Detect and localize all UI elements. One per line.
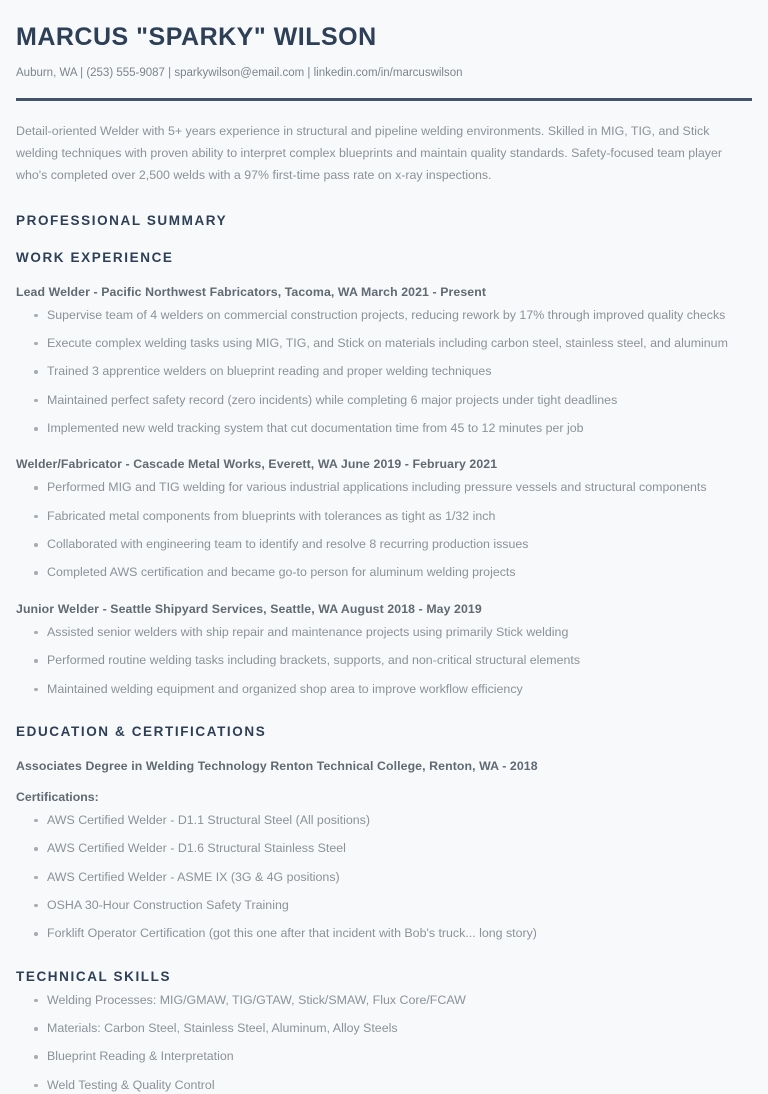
list-item: Supervise team of 4 welders on commercial construction projects, reducing rework by 17% through improved quality checks xyxy=(16,307,752,324)
list-item: Assisted senior welders with ship repair and maintenance projects using primarily Stick welding xyxy=(16,624,752,641)
job-bullets xyxy=(16,479,752,581)
certifications-label: Certifications: xyxy=(16,789,99,804)
list-item: Blueprint Reading & Interpretation xyxy=(16,1048,752,1065)
list-item: Collaborated with engineering team to identify and resolve 8 recurring production issues xyxy=(16,536,752,553)
list-item: Fabricated metal components from blueprints with tolerances as tight as 1/32 inch xyxy=(16,508,752,525)
list-item: AWS Certified Welder - ASME IX (3G & 4G positions) xyxy=(16,869,752,886)
list-item: Maintained welding equipment and organized shop area to improve workflow efficiency xyxy=(16,681,752,698)
list-item: Weld Testing & Quality Control xyxy=(16,1077,752,1094)
skills-list xyxy=(16,992,752,1094)
section-heading-professional-summary: PROFESSIONAL SUMMARY xyxy=(16,212,228,228)
section-heading-technical-skills: TECHNICAL SKILLS xyxy=(16,968,172,984)
list-item: AWS Certified Welder - D1.6 Structural Stainless Steel xyxy=(16,840,752,857)
job-title: Junior Welder - Seattle Shipyard Services, Seattle, WA August 2018 - May 2019 xyxy=(16,601,482,616)
list-item: Materials: Carbon Steel, Stainless Steel, Aluminum, Alloy Steels xyxy=(16,1020,752,1037)
list-item: Completed AWS certification and became go-to person for aluminum welding projects xyxy=(16,564,752,581)
degree-line: Associates Degree in Welding Technology Renton Technical College, Renton, WA - 2018 xyxy=(16,758,538,773)
job-bullets xyxy=(16,307,752,438)
contact-line: Auburn, WA | (253) 555-9087 | sparkywilson@email.com | linkedin.com/in/marcuswilson xyxy=(16,67,463,79)
header-divider xyxy=(16,98,752,101)
section-heading-education: EDUCATION & CERTIFICATIONS xyxy=(16,723,267,739)
list-item: AWS Certified Welder - D1.1 Structural Steel (All positions) xyxy=(16,812,752,829)
list-item: Welding Processes: MIG/GMAW, TIG/GTAW, Stick/SMAW, Flux Core/FCAW xyxy=(16,992,752,1009)
list-item: Forklift Operator Certification (got this one after that incident with Bob's truck... long story) xyxy=(16,925,752,942)
list-item: Implemented new weld tracking system that cut documentation time from 45 to 12 minutes per job xyxy=(16,420,752,437)
list-item: Performed routine welding tasks including brackets, supports, and non-critical structural elements xyxy=(16,652,752,669)
list-item: Performed MIG and TIG welding for various industrial applications including pressure vessels and structural components xyxy=(16,479,752,496)
list-item: OSHA 30-Hour Construction Safety Training xyxy=(16,897,752,914)
list-item: Trained 3 apprentice welders on blueprint reading and proper welding techniques xyxy=(16,363,752,380)
job-bullets xyxy=(16,624,752,698)
section-heading-work-experience: WORK EXPERIENCE xyxy=(16,249,174,265)
summary-paragraph: Detail-oriented Welder with 5+ years experience in structural and pipeline welding environments. Skilled in MIG, TIG, and Stick welding techniques with proven ability to interpret complex blueprints and maintain quality standards. Safety-focused team player who's completed over 2,500 welds with a 97% first-time pass rate on x-ray inspections. xyxy=(16,124,722,182)
certifications-list xyxy=(16,812,752,943)
job-title: Lead Welder - Pacific Northwest Fabricators, Tacoma, WA March 2021 - Present xyxy=(16,284,487,299)
job-title: Welder/Fabricator - Cascade Metal Works, Everett, WA June 2019 - February 2021 xyxy=(16,457,498,472)
list-item: Execute complex welding tasks using MIG, TIG, and Stick on materials including carbon steel, stainless steel, and aluminum xyxy=(16,335,752,352)
list-item: Maintained perfect safety record (zero incidents) while completing 6 major projects under tight deadlines xyxy=(16,392,752,409)
page-title: MARCUS "SPARKY" WILSON xyxy=(16,23,377,51)
